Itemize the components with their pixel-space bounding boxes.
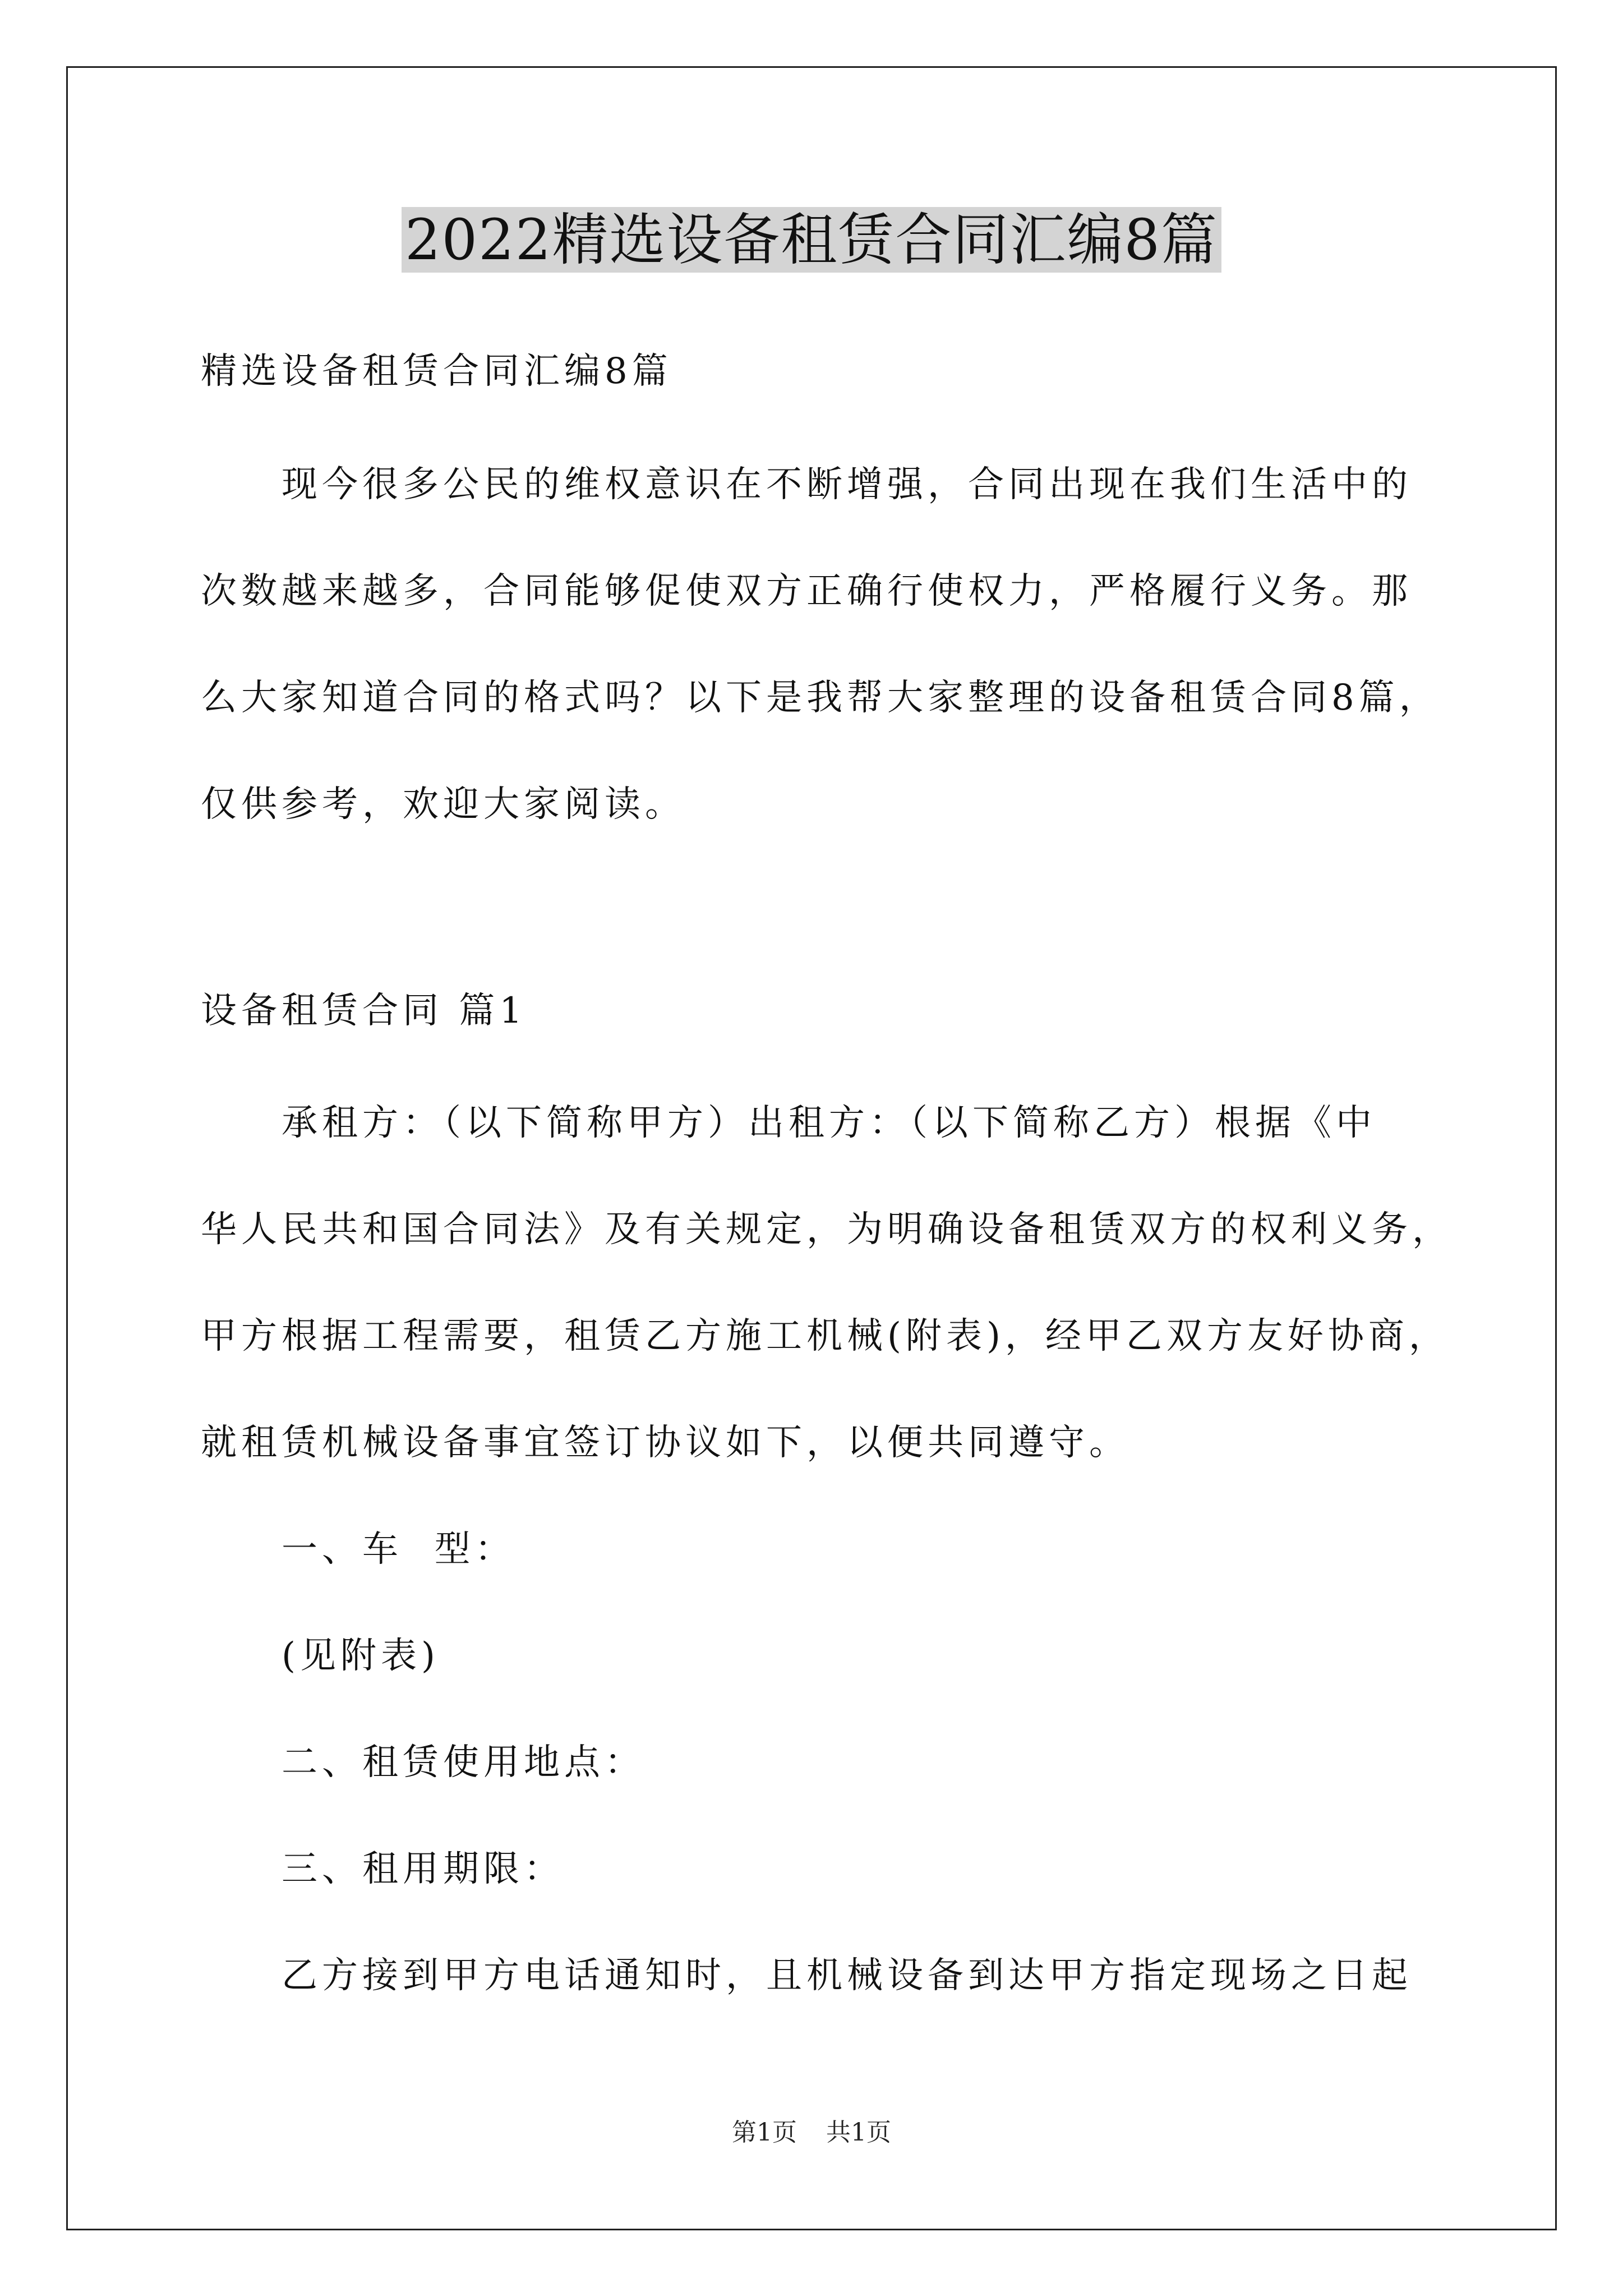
intro-line-3-block: [201, 678, 1463, 718]
intro-line-4-block: [201, 784, 1463, 825]
document-subtitle: 精选设备租赁合同汇编8篇: [201, 351, 672, 392]
section-line: 就租赁机械设备事宜签订协议如下，以便共同遵守。: [201, 1422, 1129, 1464]
intro-line: 现今很多公民的维权意识在不断增强，合同出现在我们生活中的: [282, 464, 1412, 505]
page-number-current: 第1页: [732, 2118, 797, 2147]
document-title-text: 2022精选设备租赁合同汇编8篇: [402, 207, 1221, 273]
section-line: 承租方：（以下简称甲方）出租方：（以下简称乙方）根据《中: [282, 1102, 1376, 1144]
section-line-4-block: [201, 1423, 1463, 1463]
intro-line: 么大家知道合同的格式吗？以下是我帮大家整理的设备租赁合同8篇，: [201, 677, 1440, 719]
clause-3-block: [201, 1742, 1463, 1783]
intro-line: 仅供参考，欢迎大家阅读。: [201, 784, 685, 825]
clause-1-block: [201, 1529, 1463, 1570]
page-footer: [0, 2116, 1623, 2150]
clause-line: (见附表): [282, 1635, 440, 1677]
clause-line: 三、租用期限：: [282, 1848, 564, 1890]
intro-line: 次数越来越多，合同能够促使双方正确行使权力，严格履行义务。那: [201, 570, 1412, 612]
section-line-1-block: [201, 1103, 1463, 1143]
section-heading-block: [201, 991, 1463, 1031]
section-line: 华人民共和国合同法》及有关规定，为明确设备租赁双方的权利义务，: [201, 1209, 1453, 1250]
section-line: 甲方根据工程需要，租赁乙方施工机械(附表)，经甲乙双方友好协商，: [201, 1315, 1449, 1357]
section-line-2-block: [201, 1209, 1463, 1250]
clause-2-block: [201, 1636, 1463, 1676]
clause-4-block: [201, 1849, 1463, 1889]
clause-line: 乙方接到甲方电话通知时，且机械设备到达甲方指定现场之日起: [282, 1955, 1412, 1996]
document-subtitle-block: [201, 351, 1463, 392]
intro-line-1-block: [201, 464, 1463, 505]
section-line-3-block: [201, 1316, 1463, 1356]
page-number-total: 共1页: [826, 2118, 891, 2147]
clause-5-block: [201, 1955, 1463, 1996]
clause-line: 一、车 型：: [282, 1529, 515, 1570]
section-heading: 设备租赁合同 篇1: [201, 990, 527, 1032]
document-title: [0, 201, 1623, 279]
intro-line-2-block: [201, 571, 1463, 611]
clause-line: 二、租赁使用地点：: [282, 1742, 645, 1783]
